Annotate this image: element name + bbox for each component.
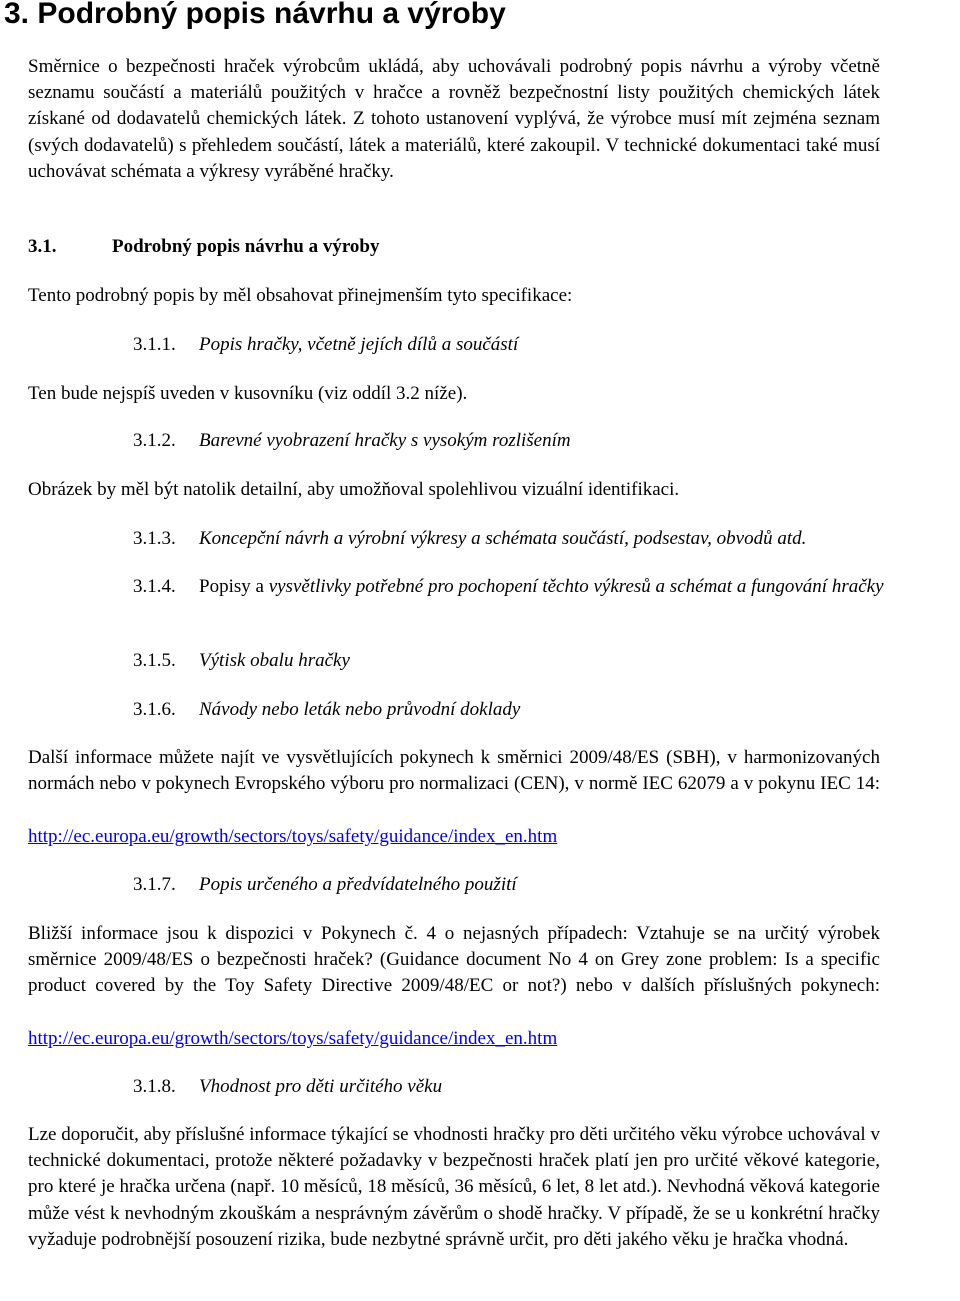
item-3-1-8 [133, 1074, 960, 1100]
item-title: Popis určeného a předvídatelného použití [199, 874, 517, 895]
item-3-1-5 [133, 648, 960, 674]
item-title: Návody nebo leták nebo průvodní doklady [199, 699, 521, 720]
item-number: 3.1.8. [133, 1076, 176, 1097]
item-title-wrapper [199, 574, 960, 600]
item-3-1-1-text: Ten bude nejspíš uveden v kusovníku (viz oddíl 3.2 níže). [28, 383, 468, 404]
item-title: Barevné vyobrazení hračky s vysokým rozlišením [199, 430, 571, 451]
item-3-1-8-text: Lze doporučit, aby příslušné informace týkající se vhodnosti hračky pro děti určitého věku výrobce uchovával v technické dokumentaci, protože některé požadavky v bezpečnosti hraček platí jen pro určité věkové kategorie, pro které je hračka určena (např. 10 měsíců, 18 měsíců, 36 měsíců, 6 let, 8 let atd.). Nevhodná věková kategorie může vést k nevhodným zkouškám a nesprávným závěrům o shodě hračky. V případě, že se u konkrétní hračky vyžaduje podrobnější posouzení rizika, bude nezbytné správně určit, pro děti jakého věku je hračka vhodná. [28, 1124, 880, 1250]
item-3-1-6-text: Další informace můžete najít ve vysvětlujících pokynech k směrnici 2009/48/ES (SBH), v harmonizovaných normách nebo v pokynech Evropského výboru pro normalizaci (CEN), v normě IEC 62079 a v pokynu IEC 14: [28, 747, 880, 795]
item-title: Výtisk obalu hračky [199, 650, 350, 671]
item-3-1-2 [133, 428, 960, 454]
item-3-1-3 [133, 526, 960, 552]
subsection-intro: Tento podrobný popis by měl obsahovat přinejmenším tyto specifikace: [28, 285, 573, 306]
item-title: vysvětlivky potřebné pro pochopení těchto výkresů a schémat a fungování hračky [268, 576, 884, 597]
section-title: 3. Podrobný popis návrhu a výroby [4, 0, 506, 30]
item-3-1-6-link-line [28, 824, 557, 850]
item-3-1-7 [133, 872, 960, 898]
item-3-1-2-text: Obrázek by měl být natolik detailní, aby umožňoval spolehlivou vizuální identifikaci. [28, 479, 680, 500]
item-title: Koncepční návrh a výrobní výkresy a schémata součástí, podsestav, obvodů atd. [199, 528, 807, 549]
item-3-1-7-link-line [28, 1026, 557, 1052]
guidance-link[interactable]: http://ec.europa.eu/growth/sectors/toys/safety/guidance/index_en.htm [28, 826, 558, 847]
intro-paragraph: Směrnice o bezpečnosti hraček výrobcům ukládá, aby uchovávali podrobný popis návrhu a výroby včetně seznamu součástí a materiálů použitých v hračce a rovněž bezpečnostní listy použitých chemických látek získané od dodavatelů chemických látek. Z tohoto ustanovení vyplývá, že výrobce musí mít zejména seznam (svých dodavatelů) s přehledem součástí, látek a materiálů, které zakoupil. V technické dokumentaci také musí uchovávat schémata a výkresy vyráběné hračky. [28, 56, 880, 182]
item-title-prefix: Popisy a [199, 576, 269, 597]
item-number: 3.1.3. [133, 528, 176, 549]
item-number: 3.1.1. [133, 334, 176, 355]
item-number: 3.1.4. [133, 576, 176, 597]
item-number: 3.1.5. [133, 650, 176, 671]
subsection-heading [28, 234, 380, 260]
item-number: 3.1.2. [133, 430, 176, 451]
item-number: 3.1.7. [133, 874, 176, 895]
item-3-1-7-text: Bližší informace jsou k dispozici v Pokynech č. 4 o nejasných případech: Vztahuje se na určitý výrobek směrnice 2009/48/ES o bezpečnosti hraček? (Guidance document No 4 on Grey zone problem: Is a specific product covered by the Toy Safety Directive 2009/48/EC or not?) nebo v dalších příslušných pokynech: [28, 923, 880, 997]
item-number: 3.1.6. [133, 699, 176, 720]
item-3-1-6 [133, 697, 960, 723]
subsection-title: Podrobný popis návrhu a výroby [112, 236, 380, 257]
item-3-1-4 [133, 574, 960, 600]
item-3-1-1 [133, 332, 960, 358]
item-title: Popis hračky, včetně jejích dílů a součástí [199, 334, 519, 355]
item-title: Vhodnost pro děti určitého věku [199, 1076, 443, 1097]
subsection-number: 3.1. [28, 236, 57, 257]
guidance-link-2[interactable]: http://ec.europa.eu/growth/sectors/toys/safety/guidance/index_en.htm [28, 1028, 558, 1049]
